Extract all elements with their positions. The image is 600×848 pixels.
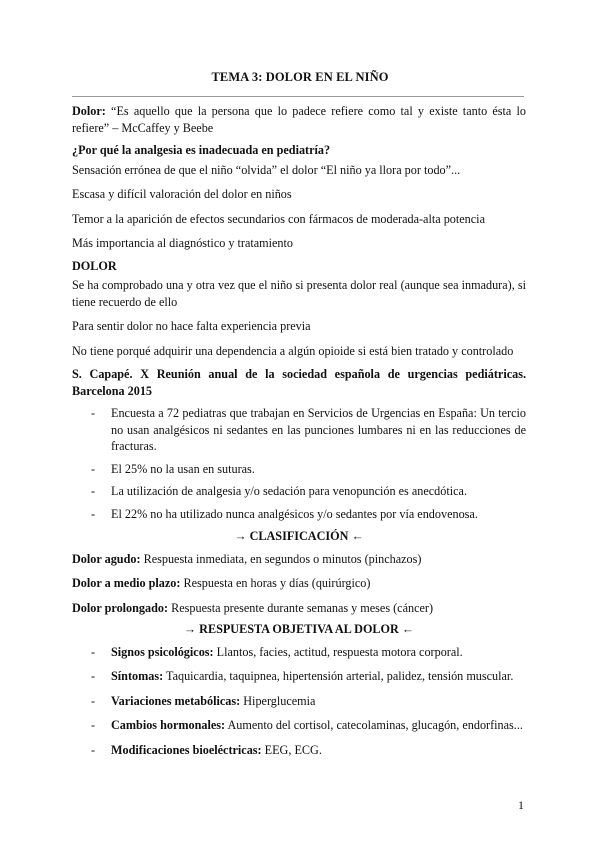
why-item-3: Temor a la aparición de efectos secundarios con fármacos de moderada-alta potencia xyxy=(72,211,485,226)
definition-text: “Es aquello que la persona que lo padece refiere como tal y existe tanto ésta lo refiere” – McCaffey y Beebe xyxy=(72,104,526,135)
classification-item: Dolor a medio plazo: Respuesta en horas y días (quirúrgico) xyxy=(72,576,371,590)
dolor-item-3: No tiene porqué adquirir una dependencia a algún opioide si está bien tratado y controlado xyxy=(72,343,514,358)
study-heading: S. Capapé. X Reunión anual de la sociedad española de urgencias pediátricas. Barcelona 2015 xyxy=(72,367,526,398)
dash-marker: - xyxy=(91,461,96,476)
study-item: - La utilización de analgesia y/o sedación para venopunción es anecdótica. xyxy=(91,484,467,498)
response-heading: → RESPUESTA OBJETIVA AL DOLOR ← xyxy=(183,622,415,636)
dash-marker: - xyxy=(91,693,96,708)
dolor-item-2: Para sentir dolor no hace falta experiencia previa xyxy=(72,319,311,333)
page-number: 1 xyxy=(518,798,524,812)
definition-label: Dolor: xyxy=(72,104,106,118)
dash-marker: - xyxy=(91,669,96,683)
response-item: - Signos psicológicos: Llantos, facies, actitud, respuesta motora corporal. xyxy=(91,644,463,659)
response-item: - Síntomas: Taquicardia, taquipnea, hipertensión arterial, palidez, tensión muscular. xyxy=(91,669,514,683)
study-item: - El 25% no la usan en suturas. xyxy=(91,461,255,476)
dolor-item-1: Se ha comprobado una y otra vez que el niño si presenta dolor real (aunque sea inmadura), si tiene recuerdo de ello xyxy=(72,278,526,309)
dash-marker: - xyxy=(91,742,96,757)
why-item-1: Sensación errónea de que el niño “olvida” el dolor “El niño ya llora por todo”... xyxy=(72,162,461,177)
response-item: - Variaciones metabólicas: Hiperglucemia xyxy=(91,693,316,708)
classification-item: Dolor agudo: Respuesta inmediata, en segundos o minutos (pinchazos) xyxy=(72,551,422,566)
classification-heading: → CLASIFICACIÓN ← xyxy=(234,529,364,543)
dash-marker: - xyxy=(91,718,96,732)
dash-marker: - xyxy=(91,484,96,498)
study-item: - Encuesta a 72 pediatras que trabajan en Servicios de Urgencias en España: Un tercio no usan analgésicos ni sedantes en las punciones lumbares ni en las reducciones de fracturas. xyxy=(91,406,526,453)
why-item-4: Más importancia al diagnóstico y tratamiento xyxy=(72,236,294,250)
response-list xyxy=(72,644,526,759)
page-content xyxy=(72,103,526,758)
study-item: - El 22% no ha utilizado nunca analgésicos y/o sedantes por vía endovenosa. xyxy=(91,506,478,521)
study-list xyxy=(72,405,526,522)
why-heading: ¿Por qué la analgesia es inadecuada en pediatría? xyxy=(72,143,331,157)
header-rule xyxy=(72,96,524,97)
dolor-heading: DOLOR xyxy=(72,258,117,273)
dash-marker: - xyxy=(91,644,96,659)
dash-marker: - xyxy=(91,406,96,420)
definition-paragraph xyxy=(72,103,526,136)
response-item: - Modificaciones bioeléctricas: EEG, ECG. xyxy=(91,742,322,757)
classification-item: Dolor prolongado: Respuesta presente durante semanas y meses (cáncer) xyxy=(72,600,434,615)
why-item-2: Escasa y difícil valoración del dolor en niños xyxy=(72,187,292,201)
response-item: - Cambios hormonales: Aumento del cortisol, catecolaminas, glucagón, endorfinas... xyxy=(91,718,523,732)
dash-marker: - xyxy=(91,506,96,521)
page-title: TEMA 3: DOLOR EN EL NIÑO xyxy=(211,70,389,84)
